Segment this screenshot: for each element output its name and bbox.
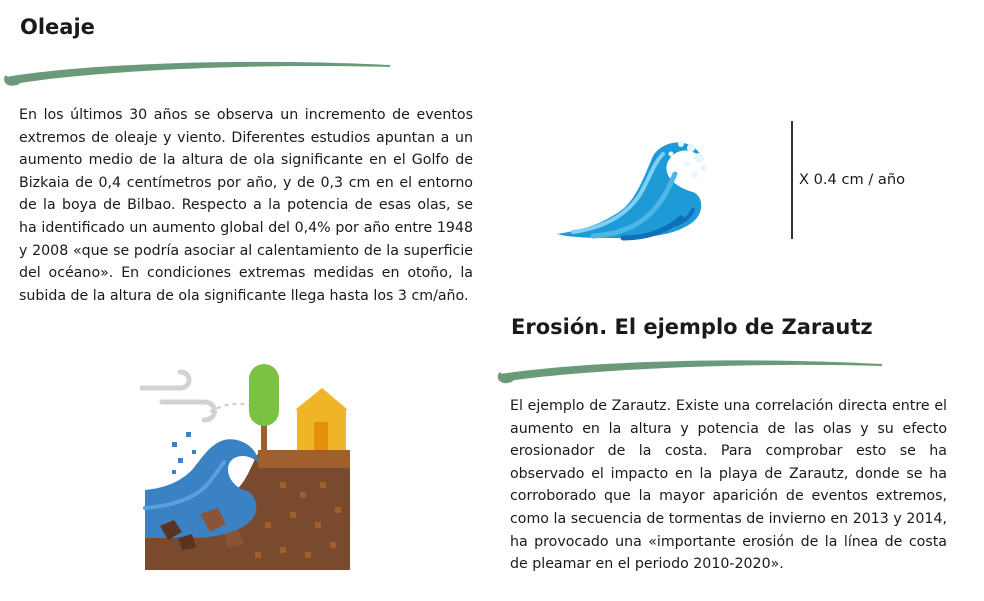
brush-underline-erosion (492, 352, 892, 388)
section-body-oleaje: En los últimos 30 años se observa un incremento de eventos extremos de oleaje y viento. Diferentes estudios apuntan a un aumento medio de la altura de ola significante en el Golfo de Bizkaia de 0,4 centímetros por año, y de 0,3 cm en el entorno de la boya de Bilbao. Respecto a la potencia de esas olas, se ha identificado un aumento global del 0,4% por año entre 1948 y 2008 «que se podría asociar al calentamiento de la superficie del océano». En condiciones extremas medidas en otoño, la subida de la altura de ola significante llega hasta los 3 cm/año. (19, 107, 473, 304)
wave-icon (553, 134, 713, 244)
brush-underline-oleaje (0, 55, 400, 91)
section-body-erosion: El ejemplo de Zarautz. Existe una correlación directa entre el aumento en la altura y potencia de las olas y su efecto erosionador de la costa. Para comprobar esto se ha observado el impacto en la playa de Zarautz, donde se ha corroborado que la mayor aparición de eventos extremos, como la secuencia de tormentas de invierno en 2013 y 2014, ha provocado una «importante erosión de la línea de costa de pleamar en el periodo 2010-2020». (510, 398, 947, 573)
coastal-erosion-icon (140, 362, 352, 572)
rate-divider-line (791, 121, 793, 239)
section-title-oleaje: Oleaje (20, 15, 95, 39)
wave-height-rate-label: X 0.4 cm / año (799, 171, 906, 188)
section-title-erosion: Erosión. El ejemplo de Zarautz (511, 315, 873, 339)
